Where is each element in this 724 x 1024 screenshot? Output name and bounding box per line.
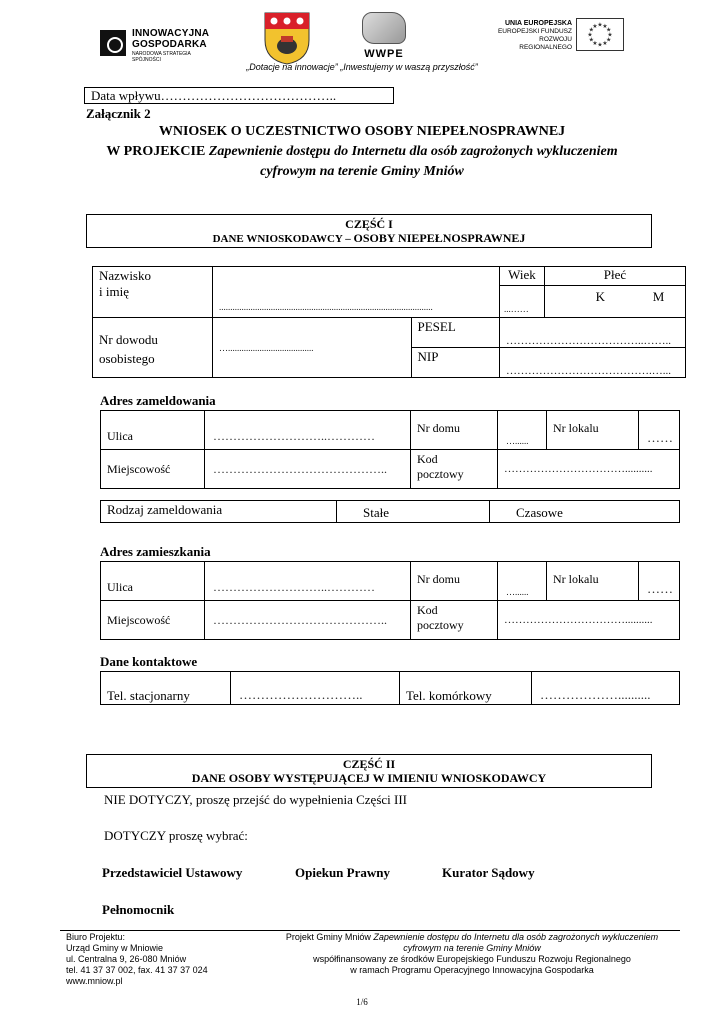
- reg-postal-label-2: pocztowy: [417, 467, 464, 481]
- registration-temporary-option[interactable]: Czasowe: [490, 501, 680, 523]
- id-input-cell[interactable]: [213, 318, 412, 378]
- pesel-input-dots: ………………………………..……..: [506, 335, 671, 347]
- contact-heading: Dane kontaktowe: [100, 654, 198, 669]
- eu-logo-line2: EUROPEJSKI FUNDUSZ: [497, 28, 572, 35]
- eu-logo: [488, 18, 628, 52]
- registered-address-heading: Adres zameldowania: [100, 393, 216, 408]
- footer-office-line3: ul. Centralna 9, 26-080 Mniów: [66, 954, 187, 964]
- eu-star-icon: ★: [588, 27, 595, 34]
- part1-header: [86, 214, 652, 248]
- ig-logo-line1: INNOWACYJNA: [132, 28, 210, 39]
- pesel-input-cell[interactable]: [500, 318, 686, 348]
- eu-star-icon: ★: [592, 23, 598, 30]
- eu-logo-line1: UNIA EUROPEJSKA: [504, 20, 572, 27]
- footer-divider: [60, 930, 680, 931]
- reg-house-dots: …......: [506, 436, 529, 446]
- footer-website: www.mniow.pl: [66, 976, 123, 986]
- name-input-dots: ...............................................................................................: [219, 302, 433, 312]
- form-title-line2: [0, 142, 724, 161]
- date-received-field[interactable]: Data wpływu…………………………………..: [84, 87, 394, 104]
- id-label-cell: [93, 318, 213, 378]
- nip-input-cell[interactable]: [500, 348, 686, 378]
- eu-star-icon: ★: [602, 41, 608, 48]
- part1-heading: CZĘŚĆ I: [345, 217, 393, 231]
- option-proxy[interactable]: Pełnomocnik: [102, 902, 175, 917]
- sex-options-cell[interactable]: [545, 286, 686, 318]
- res-flat-dots: ……: [647, 581, 673, 596]
- option-court-curator[interactable]: Kurator Sądowy: [442, 865, 535, 880]
- footer-project: [262, 932, 682, 976]
- res-house-dots: …......: [506, 587, 529, 597]
- landline-label: Tel. stacjonarny: [101, 672, 231, 705]
- footer-office: [66, 932, 208, 987]
- sex-label: Płeć: [545, 267, 686, 286]
- ig-logo-sub: NARODOWA STRATEGIA SPÓJNOŚCI: [132, 51, 191, 63]
- eu-star-icon: ★: [607, 32, 613, 39]
- res-flat-label: Nr lokalu: [547, 562, 639, 601]
- id-label-2: osobistego: [99, 351, 155, 366]
- res-city-input-cell[interactable]: [205, 601, 411, 640]
- res-flat-input-cell[interactable]: [639, 562, 680, 601]
- part2-not-applicable[interactable]: NIE DOTYCZY, proszę przejść do wypełnienia Części III: [104, 792, 407, 807]
- residence-address-table: [100, 561, 680, 640]
- registration-type-table: [100, 500, 680, 523]
- res-postal-input-cell[interactable]: [498, 601, 680, 640]
- ig-logo-mark-icon: [100, 30, 126, 56]
- res-house-input-cell[interactable]: [498, 562, 547, 601]
- name-label-cell: [93, 267, 213, 318]
- eu-star-icon: ★: [588, 37, 595, 44]
- reg-flat-input-cell[interactable]: [639, 411, 680, 450]
- res-street-dots: ………………………..…………: [213, 580, 375, 594]
- id-label-1: Nr dowodu: [99, 332, 158, 347]
- age-input-cell[interactable]: [500, 286, 545, 318]
- residence-address-heading: Adres zamieszkania: [100, 544, 211, 559]
- name-input-cell[interactable]: [213, 267, 500, 318]
- footer-office-line2: Urząd Gminy w Mniowie: [66, 943, 164, 953]
- footer-project-line4: w ramach Programu Operacyjnego Innowacyjna Gospodarka: [350, 965, 594, 975]
- eu-star-icon: ★: [592, 41, 598, 48]
- reg-house-input-cell[interactable]: [498, 411, 547, 450]
- form-title-line3-italic: cyfrowym na terenie Gminy Mniów: [260, 164, 464, 179]
- part2-header: [86, 754, 652, 788]
- reg-city-label: Miejscowość: [101, 450, 205, 489]
- wwpe-logo: [358, 10, 410, 62]
- landline-input-cell[interactable]: [231, 672, 400, 705]
- reg-flat-label: Nr lokalu: [547, 411, 639, 450]
- sex-option-k[interactable]: K: [595, 289, 605, 304]
- registered-address-table: [100, 410, 680, 489]
- reg-street-dots: ………………………..…………: [213, 429, 375, 443]
- footer-office-line4: tel. 41 37 37 002, fax. 41 37 37 024: [66, 965, 208, 975]
- reg-postal-label: [411, 450, 498, 489]
- form-title-line1: WNIOSEK O UCZESTNICTWO OSOBY NIEPEŁNOSPRAWNEJ: [158, 124, 566, 139]
- landline-dots: ………………………..: [239, 687, 363, 702]
- form-title-line3: [0, 162, 724, 181]
- name-label-2: i imię: [99, 284, 129, 299]
- footer-project-line1b: Zapewnienie dostępu do Internetu dla osób zagrożonych wykluczeniem: [373, 932, 659, 942]
- reg-city-dots: ……………………………………..: [213, 461, 387, 476]
- mobile-input-cell[interactable]: [532, 672, 680, 705]
- attachment-label: Załącznik 2: [86, 106, 151, 121]
- res-postal-label-1: Kod: [417, 603, 438, 617]
- eu-star-icon: ★: [602, 23, 608, 30]
- innowacyjna-gospodarka-logo: [100, 24, 220, 64]
- reg-house-label: Nr domu: [411, 411, 498, 450]
- age-input-dots: ...……: [504, 304, 529, 314]
- part1-subheading-a: DANE WNIOSKODAWCY –: [212, 233, 354, 245]
- reg-street-label: Ulica: [101, 411, 205, 450]
- res-street-label: Ulica: [101, 562, 205, 601]
- form-title-line2-italic: Zapewnienie dostępu do Internetu dla osób zagrożonych wykluczeniem: [208, 144, 618, 159]
- res-house-label: Nr domu: [411, 562, 498, 601]
- gmina-crest-logo: [262, 10, 312, 66]
- eu-star-icon: ★: [597, 42, 603, 49]
- eu-flag-icon: [576, 18, 624, 51]
- page-number: 1/6: [356, 997, 368, 1007]
- personal-data-table: [92, 266, 686, 378]
- option-legal-guardian[interactable]: Opiekun Prawny: [295, 865, 390, 880]
- ig-logo-line2: GOSPODARKA: [132, 39, 207, 50]
- footer-office-line1: Biuro Projektu:: [66, 932, 126, 942]
- reg-postal-dots: ……………………………..........: [504, 463, 653, 475]
- wwpe-logo-label: WWPE: [364, 48, 404, 60]
- part2-heading: CZĘŚĆ II: [342, 757, 396, 771]
- motto: „Dotacje na innowacje” „Inwestujemy w waszą przyszłość”: [246, 62, 478, 72]
- registration-type-label: Rodzaj zameldowania: [101, 501, 337, 523]
- res-street-input-cell[interactable]: [205, 562, 411, 601]
- sex-option-m[interactable]: M: [652, 289, 665, 304]
- footer-project-line2: cyfrowym na terenie Gminy Mniów: [403, 943, 541, 953]
- poland-map-icon: [362, 12, 406, 44]
- reg-postal-input-cell[interactable]: [498, 450, 680, 489]
- eu-star-icon: ★: [605, 27, 612, 34]
- eu-star-icon: ★: [605, 37, 612, 44]
- pesel-label: PESEL: [411, 318, 499, 348]
- res-city-label: Miejscowość: [101, 601, 205, 640]
- part1-subheading-b: OSOBY NIEPEŁNOSPRAWNEJ: [353, 231, 526, 245]
- eu-star-icon: ★: [597, 22, 603, 29]
- option-legal-representative[interactable]: Przedstawiciel Ustawowy: [102, 865, 243, 880]
- reg-street-input-cell[interactable]: [205, 411, 411, 450]
- nip-label: NIP: [411, 348, 499, 378]
- res-postal-dots: ……………………………..........: [504, 614, 653, 626]
- part2-applicable[interactable]: DOTYCZY proszę wybrać:: [104, 828, 248, 843]
- mobile-dots: ………………..........: [540, 687, 651, 702]
- reg-postal-label-1: Kod: [417, 452, 438, 466]
- part2-subheading: DANE OSOBY WYSTĘPUJĄCEJ W IMIENIU WNIOSKODAWCY: [191, 771, 547, 785]
- registration-permanent-option[interactable]: Stałe: [337, 501, 490, 523]
- id-input-dots: …......................................: [219, 342, 314, 353]
- footer-project-line3: współfinansowany ze środków Europejskiego Funduszu Rozwoju Regionalnego: [313, 954, 631, 964]
- footer-project-line1a: Projekt Gminy Mniów: [285, 932, 374, 942]
- reg-city-input-cell[interactable]: [205, 450, 411, 489]
- res-postal-label-2: pocztowy: [417, 618, 464, 632]
- nip-input-dots: ………………………………….…...: [506, 365, 671, 377]
- age-label: Wiek: [500, 267, 545, 286]
- eu-logo-line3: ROZWOJU REGIONALNEGO: [519, 36, 572, 51]
- mobile-label: Tel. komórkowy: [400, 672, 532, 705]
- form-title-line2-bold: W PROJEKCIE: [106, 144, 209, 159]
- res-city-dots: ……………………………………..: [213, 612, 387, 627]
- contact-table: [100, 671, 680, 705]
- eu-star-icon: ★: [587, 32, 593, 39]
- res-postal-label: [411, 601, 498, 640]
- reg-flat-dots: ……: [647, 430, 673, 445]
- part1-subheading: [87, 231, 651, 246]
- name-label-1: Nazwisko: [99, 268, 151, 283]
